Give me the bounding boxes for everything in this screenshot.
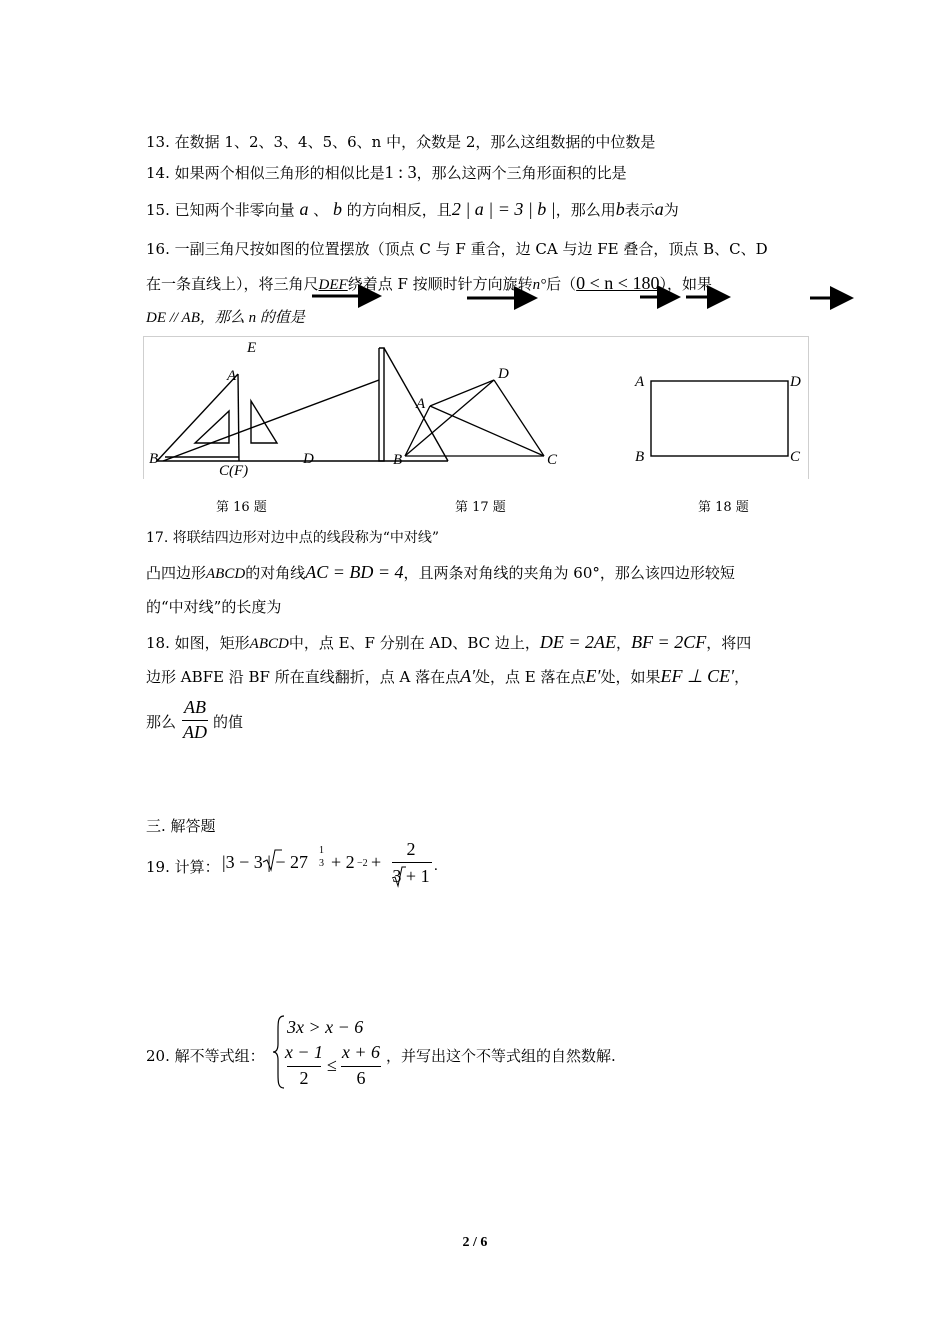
q15-text-post3: 为 (663, 201, 679, 219)
q15-text-pre: 已知两个非零向量 (174, 201, 295, 219)
fig18-caption: 第 18 题 (698, 500, 749, 515)
fig18-label-a: A (635, 374, 645, 390)
q19-plus-frac: + (371, 852, 382, 872)
q15-vector-a: a (299, 199, 309, 219)
q16-line2c: 后（ (546, 275, 577, 293)
q16-line1: 一副三角尺按如图的位置摆放（顶点 C 与 F 重合，边 CA 与边 FE 叠合，顶点 B、C、D (174, 240, 768, 258)
fig16-label-a: A (227, 368, 237, 384)
q18-e-prime: E′ (585, 666, 601, 686)
q16-number: 16. (146, 240, 170, 258)
q19-plus-2: + 2 (331, 852, 355, 872)
q15-text-post1: ，那么用 (555, 201, 616, 219)
q16-n-degree: n° (532, 277, 547, 293)
q19-exp-den: 3 (319, 858, 324, 869)
q20-ineq2-op: ≤ (327, 1055, 337, 1075)
q15-vector-b2: b (615, 199, 625, 219)
q20-ineq2-den-right: 6 (356, 1068, 366, 1088)
q17-line2a: 凸四边形 (146, 564, 207, 582)
q16-line2a: 在一条直线上），将三角尺 (146, 275, 319, 293)
q20-number-label (146, 1045, 265, 1066)
q18-line2c: 处，如果 (600, 668, 661, 686)
q18-eq1: DE = 2AE (539, 632, 617, 652)
fig18-label-b: B (635, 449, 645, 465)
q17-line2c: ，且两条对角线的夹角为 60°，那么该四边形较短 (403, 564, 735, 582)
sqrt-icon (262, 848, 282, 872)
fig17-label-b: B (393, 452, 403, 468)
q20-number: 20. (146, 1047, 170, 1065)
q17-line1: 将联结四边形对边中点的线段称为“中对线” (172, 530, 440, 546)
arrow-artifacts (0, 0, 950, 340)
q20-frac-bar-left (287, 1066, 321, 1067)
q16-line2d: ），如果 (659, 275, 712, 293)
q19-number-label (146, 856, 220, 877)
question-17-line-2 (146, 562, 735, 583)
q20-ineq2-num-right: x + 6 (341, 1042, 381, 1062)
fig16-label-d: D (303, 451, 314, 467)
q18-number: 18. (146, 634, 170, 652)
q20-post: ，并写出这个不等式组的自然数解. (386, 1047, 616, 1065)
q16-line2b: 绕着点 F 按顺时针方向旋转 (347, 275, 533, 293)
q16-def: DEF (318, 277, 348, 293)
q15-vector-a2: a (654, 199, 664, 219)
q17-abcd: ABCD (206, 566, 246, 582)
fig18-label-d: D (790, 374, 801, 390)
q14-ratio: 1 : 3 (384, 162, 417, 182)
q15-condition: 2 | a | = 3 | b | (451, 199, 556, 219)
question-18-line-2 (146, 666, 749, 687)
q20-ineq2-num-left: x − 1 (284, 1042, 324, 1062)
q20-label: 解不等式组： (174, 1047, 265, 1065)
question-17-line-1 (146, 527, 439, 547)
sqrt-icon (392, 866, 406, 888)
q14-text-pre: 如果两个相似三角形的相似比是 (174, 164, 385, 182)
q19-expression: |3 − 3 | − 27 (222, 852, 309, 872)
q18-line1c: ，将四 (706, 634, 752, 652)
q18-abcd: ABCD (249, 636, 289, 652)
q15-vector-b: b (333, 199, 343, 219)
q15-sep: 、 (313, 201, 329, 219)
q19-number: 19. (146, 858, 170, 876)
fig16-caption: 第 16 题 (216, 500, 267, 515)
q19-frac-num: 2 (406, 839, 416, 859)
q14-text-post: ，那么这两个三角形面积的比是 (416, 164, 627, 182)
q19-exp-2: −2 (357, 858, 368, 869)
q18-fraction-num: AB (184, 697, 206, 717)
q20-ineq1: 3x > x − 6 (287, 1017, 364, 1037)
figures-svg (143, 336, 807, 481)
q19-frac-den: 3 + 1 (392, 866, 430, 886)
q18-eq2: BF = 2CF (631, 632, 707, 652)
fig16-label-b: B (149, 451, 159, 467)
q18-line2b: 处，点 E 落在点 (475, 668, 586, 686)
q20-ineq2-den-left: 2 (299, 1068, 309, 1088)
q17-equation: AC = BD = 4 (305, 562, 404, 582)
fig18-label-c: C (790, 449, 801, 465)
q19-label: 计算： (174, 858, 220, 876)
fig17-label-a: A (416, 396, 426, 412)
fig16-label-e: E (247, 340, 257, 356)
q16-range: 0 < n < 180 (576, 273, 660, 293)
q14-number: 14. (146, 164, 170, 182)
q18-line1b: 中，点 E、F 分别在 AD、BC 边上， (288, 634, 540, 652)
q18-line2d: ， (734, 668, 750, 686)
q18-line3b: 的值 (213, 713, 244, 731)
q13-number: 13. (146, 133, 170, 151)
q18-line1a: 如图，矩形 (174, 634, 250, 652)
q13-text: 在数据 1、2、3、4、5、6、n 中，众数是 2，那么这组数据的中位数是 (174, 133, 656, 151)
q18-line2a: 边形 ABFE 沿 BF 所在直线翻折，点 A 落在点 (146, 668, 461, 686)
q18-fraction-den: AD (183, 722, 207, 742)
q19-exp-num: 1 (319, 845, 324, 856)
q17-line3: 的“中对线”的长度为 (146, 598, 282, 616)
page-number: 2 / 6 (462, 1235, 488, 1250)
q18-perp: EF ⊥ CE′ (660, 666, 735, 686)
q19-end: . (434, 858, 438, 874)
q20-frac-bar-right (341, 1066, 381, 1067)
q16-line3: DE // AB，那么 n 的值是 (146, 310, 305, 326)
q15-text-post2: 表示 (624, 201, 655, 219)
q18-line3a: 那么 (146, 713, 177, 731)
q18-a-prime: A′ (460, 666, 476, 686)
q17-line2b: 的对角线 (245, 564, 306, 582)
fig17-label-d: D (498, 366, 509, 382)
q18-fraction-bar (182, 720, 208, 721)
question-18-line-1: 18. 如图，矩形ABCD中，点 E、F 分别在 AD、BC 边上，DE = 2AE，BF = 2CF，将四 (146, 632, 752, 652)
q17-number: 17. (146, 530, 169, 546)
fig17-caption: 第 17 题 (455, 500, 506, 515)
figure-18 (651, 381, 788, 456)
fig17-label-c: C (547, 452, 558, 468)
q15-number: 15. (146, 201, 170, 219)
section-3-title: 三. 解答题 (146, 817, 216, 835)
figure-16 (157, 348, 448, 461)
q15-text-mid: 的方向相反，且 (346, 201, 452, 219)
fig16-label-cf: C(F) (219, 463, 249, 479)
q19-frac-bar (392, 862, 432, 863)
question-17-line-3 (146, 596, 281, 617)
figure-17 (405, 380, 544, 456)
